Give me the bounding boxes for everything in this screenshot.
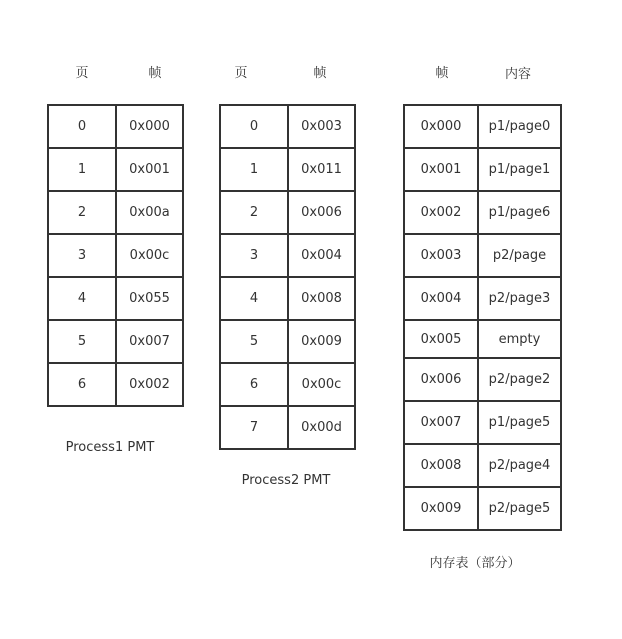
process2-caption: Process2 PMT <box>241 473 331 488</box>
table-row <box>404 148 561 191</box>
table-row <box>220 363 355 406</box>
table-row <box>404 401 561 444</box>
cell-content: p2/page2 <box>478 358 561 401</box>
cell-frame: 0x008 <box>288 277 355 320</box>
cell-page: 3 <box>220 234 288 277</box>
process1-header-page: 页 <box>75 66 89 81</box>
cell-page: 1 <box>48 148 116 191</box>
table-row <box>220 277 355 320</box>
cell-page: 5 <box>220 320 288 363</box>
cell-content: p1/page6 <box>478 191 561 234</box>
table-row <box>404 487 561 530</box>
cell-page: 6 <box>220 363 288 406</box>
cell-page: 1 <box>220 148 288 191</box>
cell-page: 0 <box>48 105 116 148</box>
table-row <box>220 320 355 363</box>
table-row <box>404 105 561 148</box>
cell-frame: 0x00d <box>288 406 355 449</box>
table-row <box>404 358 561 401</box>
table-row <box>48 320 183 363</box>
cell-frame: 0x009 <box>404 487 478 530</box>
cell-content: p2/page3 <box>478 277 561 320</box>
table-row <box>220 105 355 148</box>
cell-page: 2 <box>220 191 288 234</box>
process1-caption: Process1 PMT <box>65 440 155 455</box>
process2-header-frame: 帧 <box>313 66 327 81</box>
process1-header-frame: 帧 <box>148 66 162 81</box>
memory-header-content: 内容 <box>504 67 531 82</box>
cell-page: 0 <box>220 105 288 148</box>
table-row <box>48 234 183 277</box>
cell-frame: 0x055 <box>116 277 183 320</box>
table-row <box>48 277 183 320</box>
cell-frame: 0x006 <box>404 358 478 401</box>
cell-frame: 0x007 <box>404 401 478 444</box>
cell-content: p2/page4 <box>478 444 561 487</box>
cell-page: 2 <box>48 191 116 234</box>
table-row <box>48 363 183 406</box>
cell-page: 6 <box>48 363 116 406</box>
cell-frame: 0x000 <box>404 105 478 148</box>
cell-frame: 0x009 <box>288 320 355 363</box>
cell-frame: 0x005 <box>404 320 478 358</box>
cell-frame: 0x002 <box>116 363 183 406</box>
table-row <box>220 234 355 277</box>
table-row <box>48 191 183 234</box>
process2-pmt-table <box>219 104 356 450</box>
cell-frame: 0x004 <box>404 277 478 320</box>
cell-content: p1/page1 <box>478 148 561 191</box>
table-row <box>404 444 561 487</box>
table-row <box>48 105 183 148</box>
table-row <box>48 148 183 191</box>
cell-page: 4 <box>48 277 116 320</box>
cell-frame: 0x003 <box>404 234 478 277</box>
cell-frame: 0x004 <box>288 234 355 277</box>
cell-frame: 0x008 <box>404 444 478 487</box>
table-row <box>220 406 355 449</box>
memory-caption: 内存表（部分） <box>429 556 521 571</box>
cell-frame: 0x006 <box>288 191 355 234</box>
cell-frame: 0x00c <box>288 363 355 406</box>
table-row <box>404 191 561 234</box>
cell-page: 3 <box>48 234 116 277</box>
cell-content: p1/page5 <box>478 401 561 444</box>
process1-pmt-table <box>47 104 184 407</box>
cell-frame: 0x001 <box>116 148 183 191</box>
cell-page: 4 <box>220 277 288 320</box>
table-row <box>404 234 561 277</box>
cell-frame: 0x007 <box>116 320 183 363</box>
table-row <box>404 277 561 320</box>
process2-header-page: 页 <box>234 66 248 81</box>
memory-table <box>403 104 562 531</box>
cell-page: 7 <box>220 406 288 449</box>
cell-frame: 0x001 <box>404 148 478 191</box>
cell-content: p1/page0 <box>478 105 561 148</box>
cell-content: p2/page5 <box>478 487 561 530</box>
cell-frame: 0x003 <box>288 105 355 148</box>
cell-frame: 0x011 <box>288 148 355 191</box>
cell-frame: 0x000 <box>116 105 183 148</box>
cell-page: 5 <box>48 320 116 363</box>
table-row <box>404 320 561 358</box>
table-row <box>220 148 355 191</box>
cell-frame: 0x00a <box>116 191 183 234</box>
cell-content: empty <box>478 320 561 358</box>
cell-frame: 0x00c <box>116 234 183 277</box>
cell-content: p2/page <box>478 234 561 277</box>
memory-header-frame: 帧 <box>435 66 449 81</box>
cell-frame: 0x002 <box>404 191 478 234</box>
table-row <box>220 191 355 234</box>
